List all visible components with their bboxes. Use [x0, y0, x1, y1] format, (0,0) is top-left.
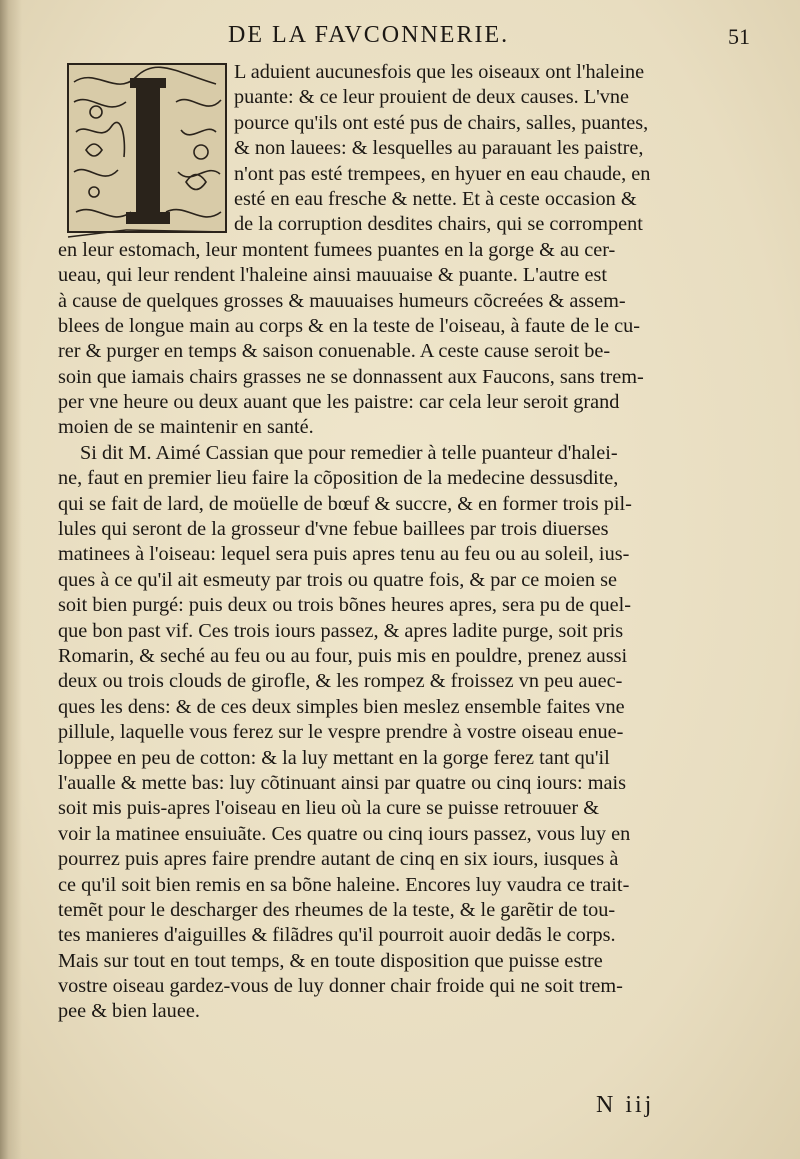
text-line: puante: & ce leur prouient de deux causes. L'vne	[234, 86, 630, 109]
text-line: Romarin, & seché au feu ou au four, puis mis en pouldre, prenez aussi	[58, 644, 628, 667]
running-head: DE LA FAVCONNERIE.	[228, 22, 510, 48]
text-line: ueau, qui leur rendent l'haleine ainsi mauuaise & puante. L'autre est	[58, 264, 608, 287]
text-line: ne, faut en premier lieu faire la cõposition de la medecine dessusdite,	[58, 467, 619, 490]
text-line: moien de se maintenir en santé.	[58, 416, 314, 439]
text-line: & non lauees: & lesquelles au parauant les paistre,	[234, 137, 644, 160]
text-line: pillule, laquelle vous ferez sur le vespre prendre à vostre oiseau enue-	[58, 721, 624, 744]
text-line: à cause de quelques grosses & mauuaises humeurs cõcreées & assem-	[58, 289, 626, 312]
text-line: Si dit M. Aimé Cassian que pour remedier à telle puanteur d'halei-	[80, 441, 618, 464]
text-line: soit mis puis-apres l'oiseau en lieu où la cure se puisse retrouuer &	[58, 797, 599, 820]
text-line: l'aualle & mette bas: luy cõtinuant ainsi par quatre ou cinq iours: mais	[58, 771, 627, 794]
page-gutter-shadow	[0, 0, 22, 1159]
page-number: 51	[728, 24, 750, 49]
text-line: blees de longue main au corps & en la teste de l'oiseau, à faute de le cu-	[58, 314, 641, 337]
text-line: tes manieres d'aiguilles & filãdres qu'il pourroit auoir dedãs le corps.	[58, 924, 616, 947]
text-line: ce qu'il soit bien remis en sa bõne haleine. Encores luy vaudra ce trait-	[58, 873, 630, 896]
text-line: lules qui seront de la grosseur d'vne febue baillees par trois diuerses	[58, 518, 609, 541]
text-line: rer & purger en temps & saison conuenable. A ceste cause seroit be-	[58, 340, 611, 363]
text-line: Mais sur tout en tout temps, & en toute disposition que puisse estre	[58, 949, 603, 972]
text-line: soin que iamais chairs grasses ne se donnassent aux Faucons, sans trem-	[58, 365, 644, 388]
text-line: en leur estomach, leur montent fumees puantes en la gorge & au cer-	[58, 238, 616, 261]
text-line: qui se fait de lard, de moüelle de bœuf & succre, & en former trois pil-	[58, 492, 632, 515]
text-line: pourrez puis apres faire prendre autant de cinq en six iours, iusques à	[58, 848, 619, 871]
body-text	[58, 60, 780, 1025]
text-line: vostre oiseau gardez-vous de luy donner chair froide qui ne soit trem-	[58, 975, 623, 998]
text-line: loppee en peu de cotton: & la luy mettant en la gorge ferez tant qu'il	[58, 746, 610, 769]
text-line: L aduient aucunesfois que les oiseaux ont l'haleine	[234, 61, 645, 83]
text-line: n'ont pas esté trempees, en hyuer en eau chaude, en	[234, 162, 651, 185]
text-line: soit bien purgé: puis deux ou trois bõnes heures apres, sera pu de quel-	[58, 594, 632, 617]
text-line: esté en eau fresche & nette. Et à ceste occasion &	[234, 187, 637, 210]
text-line: temẽt pour le descharger des rheumes de la teste, & le garẽtir de tou-	[58, 898, 616, 921]
text-line: voir la matinee ensuiuãte. Ces quatre ou cinq iours passez, vous luy en	[58, 822, 631, 845]
text-line: ques à ce qu'il ait esmeuty par trois ou quatre fois, & par ce moien se	[58, 568, 617, 591]
text-line: ques les dens: & de ces deux simples bien meslez ensemble faites vne	[58, 695, 625, 718]
text-line: pee & bien lauee.	[58, 1000, 200, 1023]
signature-mark: N iij	[596, 1092, 655, 1118]
text-line: pource qu'ils ont esté pus de chairs, salles, puantes,	[234, 111, 649, 134]
text-line: deux ou trois clouds de girofle, & les rompez & froissez vn peu auec-	[58, 670, 623, 693]
text-line: que bon past vif. Ces trois iours passez, & apres ladite purge, soit pris	[58, 619, 624, 642]
text-line: per vne heure ou deux auant que les paistre: car cela leur seroit grand	[58, 391, 620, 414]
text-line: de la corruption desdites chairs, qui se corrompent	[234, 213, 643, 236]
text-line: matinees à l'oiseau: lequel sera puis apres tenu au feu ou au soleil, ius-	[58, 543, 630, 566]
